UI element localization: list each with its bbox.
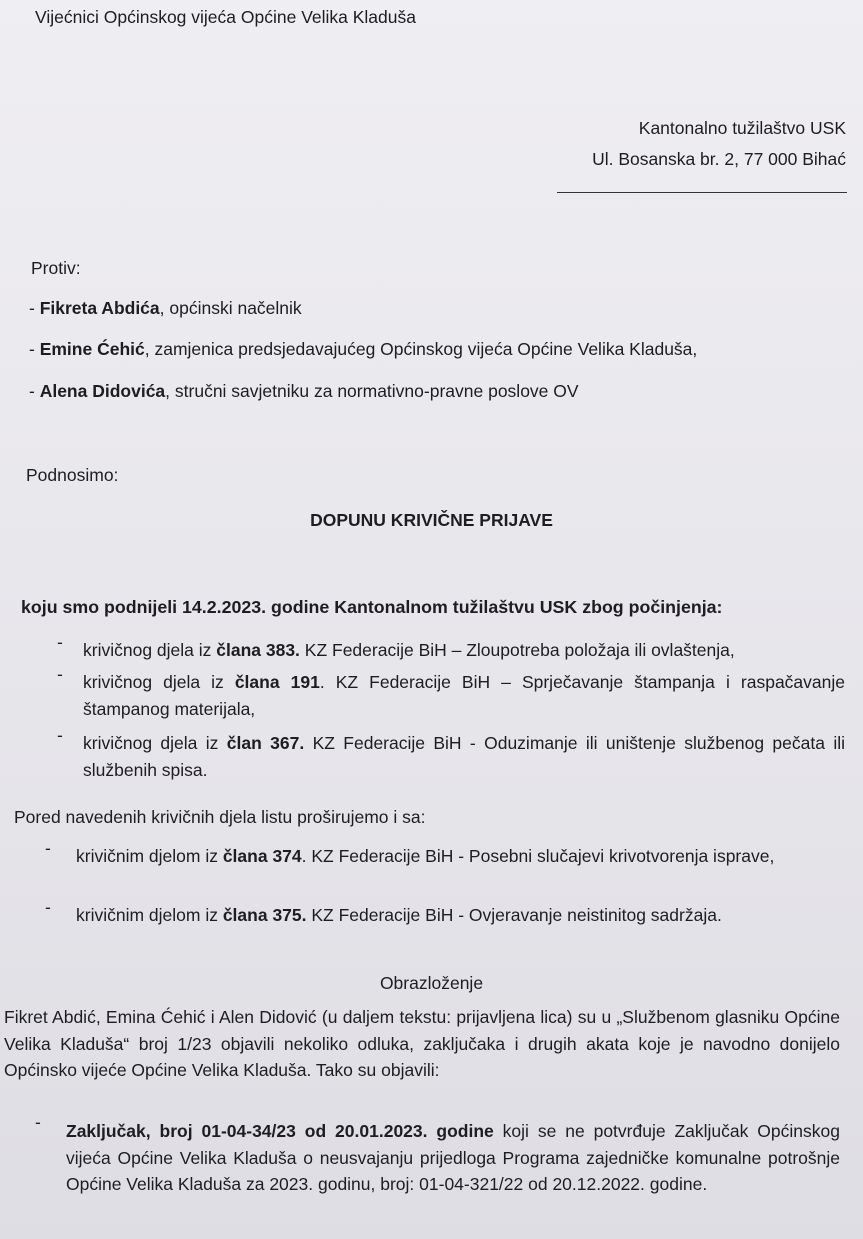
offence-article: člana 383. bbox=[216, 640, 300, 660]
extension-item bbox=[76, 843, 843, 870]
list-bullet: - bbox=[57, 725, 63, 745]
offence-text: KZ Federacije BiH – Zloupotreba položaja ili ovlaštenja, bbox=[299, 640, 735, 660]
offence-item bbox=[83, 637, 845, 664]
offence-text: krivičnog djela iz bbox=[83, 672, 235, 692]
document-title: DOPUNU KRIVIČNE PRIJAVE bbox=[310, 510, 553, 530]
accused-name: Alena Didovića bbox=[39, 381, 166, 401]
addressee-address: Ul. Bosanska br. 2, 77 000 Bihać bbox=[592, 149, 846, 169]
extension-text: KZ Federacije BiH - Ovjeravanje neistinitog sadržaja. bbox=[306, 905, 722, 925]
extension-article: člana 375. bbox=[222, 905, 307, 925]
offence-article: član 367. bbox=[226, 733, 305, 753]
intro-line: koju smo podnijeli 14.2.2023. godine Kantonalnom tužilaštvu USK zbog počinjenja: bbox=[21, 597, 723, 617]
offence-item bbox=[83, 669, 845, 723]
accused-name: Fikreta Abdića bbox=[39, 298, 160, 318]
accused-role: , općinski načelnik bbox=[159, 298, 302, 318]
accused-person: - Alena Didovića, stručni savjetniku za normativno-pravne poslove OV bbox=[29, 381, 579, 401]
published-item bbox=[66, 1118, 840, 1198]
signature-rule bbox=[557, 192, 847, 193]
addressee-name: Kantonalno tužilaštvo USK bbox=[638, 118, 846, 138]
list-bullet: - bbox=[45, 838, 51, 858]
offence-text: KZ Federacije BiH - Oduzimanje ili uništenje službenog pečata ili službenih spisa. bbox=[83, 733, 845, 780]
reasoning-paragraph: Fikret Abdić, Emina Ćehić i Alen Didović (u daljem tekstu: prijavljena lica) su u „Službenom glasniku Općine Velika Kladuša“ broj 1/23 objavili nekoliko odluka, zaključaka i drugih akata koje je navodno donijelo Općinsko vijeće Općine Velika Kladuša. Tako su objavili: bbox=[4, 1007, 840, 1080]
list-bullet: - bbox=[45, 897, 51, 917]
accused-role: , zamjenica predsjedavajućeg Općinskog vijeća Općine Velika Kladuša, bbox=[144, 339, 698, 359]
extension-intro: Pored navedenih krivičnih djela listu proširujemo i sa: bbox=[14, 807, 426, 827]
extension-item bbox=[76, 902, 843, 929]
accused-person: - Fikreta Abdića, općinski načelnik bbox=[29, 298, 302, 318]
extension-article: člana 374 bbox=[222, 846, 302, 866]
offence-text: krivičnog djela iz bbox=[83, 640, 217, 660]
against-label: Protiv: bbox=[31, 258, 81, 278]
list-bullet: - bbox=[57, 664, 63, 684]
reasoning-title: Obrazloženje bbox=[379, 973, 484, 993]
accused-role: , stručni savjetniku za normativno-pravne poslove OV bbox=[165, 381, 579, 401]
submit-label: Podnosimo: bbox=[26, 465, 119, 485]
extension-text: . KZ Federacije BiH - Posebni slučajevi krivotvorenja isprave, bbox=[301, 846, 775, 866]
accused-person: - Emine Ćehić, zamjenica predsjedavajućeg Općinskog vijeća Općine Velika Kladuša, bbox=[29, 339, 698, 359]
accused-name: Emine Ćehić bbox=[39, 339, 145, 359]
published-item-text: koji se ne potvrđuje Zaključak Općinskog vijeća Općine Velika Kladuša o neusvajanju prijedloga Programa zajedničke komunalne potrošnje Općine Velika Kladuša za 2023. godinu, broj: 01-04-321/22 od 20.12.2022. godine. bbox=[66, 1121, 840, 1194]
offence-article: člana 191 bbox=[234, 672, 320, 692]
offence-text: . KZ Federacije BiH – Sprječavanje štampanja i raspačavanje štampanog materijala, bbox=[83, 672, 846, 719]
recipient-councilors: Vijećnici Općinskog vijeća Općine Velika Kladuša bbox=[35, 7, 416, 27]
offence-text: krivičnog djela iz bbox=[83, 733, 227, 753]
offence-item bbox=[83, 730, 845, 784]
extension-text: krivičnim djelom iz bbox=[76, 846, 223, 866]
list-bullet: - bbox=[35, 1112, 41, 1132]
list-bullet: - bbox=[57, 632, 63, 652]
published-item-title: Zaključak, broj 01-04-34/23 od 20.01.2023. godine bbox=[66, 1121, 494, 1141]
extension-text: krivičnim djelom iz bbox=[76, 905, 223, 925]
